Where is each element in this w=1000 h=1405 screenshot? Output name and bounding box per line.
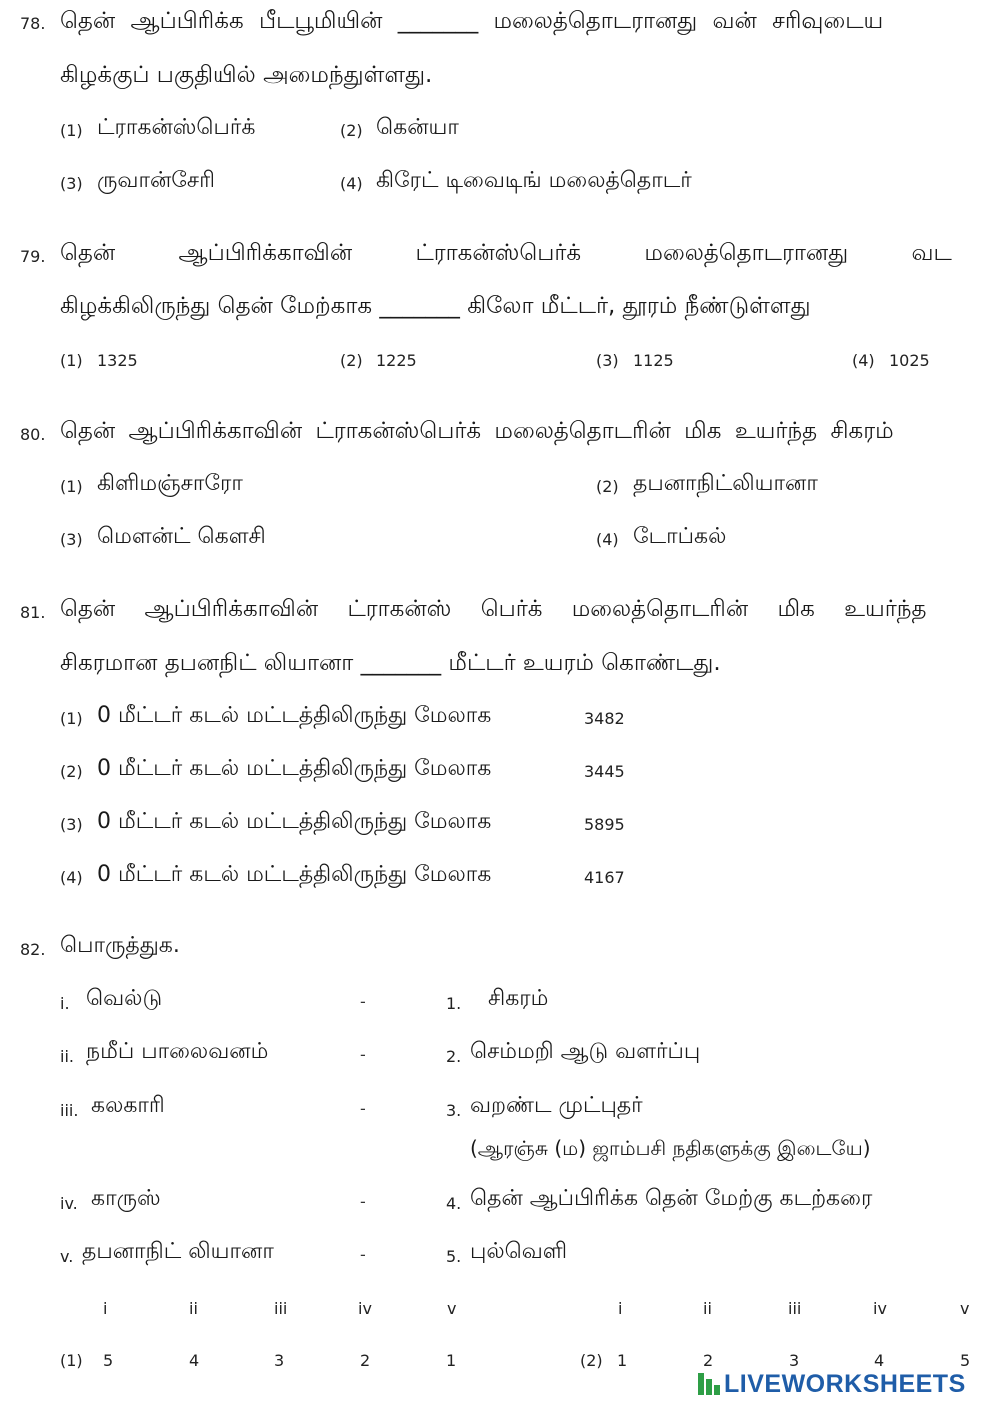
option-text: 1225 [376, 351, 417, 370]
question-text: தென் ஆப்பிரிக்காவின் ட்ராகன்ஸ் பெர்க் மலைத்தொடரின் மிக உயர்ந்த [60, 596, 927, 622]
match-right-number: 1. [446, 994, 462, 1013]
option-number: (2) [596, 477, 619, 496]
option-text: 1025 [889, 351, 930, 370]
option-text: கிரேட் டிவைடிங் மலைத்தொடர் [376, 168, 692, 193]
question-text: கிழக்குப் பகுதியில் அமைந்துள்ளது. [60, 62, 433, 88]
question-text: தென் ஆப்பிரிக்க பீடபூமியின் _______ மலைத்தொடரானது வன் சரிவுடைய [60, 8, 884, 34]
question-text: கிழக்கிலிருந்து தென் மேற்காக _______ கிலோ மீட்டர், தூரம் நீண்டுள்ளது [60, 293, 811, 319]
question-text: தென் ஆப்பிரிக்காவின் ட்ராகன்ஸ்பெர்க் மலைத்தொடரானது வட [60, 240, 952, 266]
liveworksheets-wordmark: LIVEWORKSHEETS [724, 1369, 966, 1398]
match-left-number: iv. [60, 1194, 78, 1213]
match-right-number: 2. [446, 1047, 462, 1066]
option-number: (3) [60, 815, 83, 834]
option-text: 0 மீட்டர் கடல் மட்டத்திலிருந்து மேலாக [97, 862, 492, 887]
answer-value: 5 [960, 1351, 971, 1370]
answer-value: 3 [789, 1351, 800, 1370]
match-right-number: 4. [446, 1194, 462, 1213]
match-left-text: கலகாரி [91, 1093, 165, 1118]
match-right-number: 5. [446, 1247, 462, 1266]
answer-value: 5 [103, 1351, 114, 1370]
match-left-number: i. [60, 994, 70, 1013]
option-text: மௌன்ட் கௌசி [97, 524, 266, 549]
match-left-number: v. [60, 1247, 74, 1266]
option-value: 3445 [584, 762, 625, 781]
answer-value: 4 [189, 1351, 200, 1370]
answer-option-number: (2) [580, 1351, 603, 1370]
answer-header: v [960, 1299, 970, 1318]
match-right-text: செம்மறி ஆடு வளர்ப்பு [470, 1039, 701, 1064]
option-number: (4) [596, 530, 619, 549]
option-value: 5895 [584, 815, 625, 834]
match-dash: - [360, 1045, 366, 1064]
question-text: சிகரமான தபனநிட் லியானா _______ மீட்டர் உயரம் கொண்டது. [60, 650, 721, 676]
answer-header: iv [873, 1299, 887, 1318]
answer-header: i [103, 1299, 108, 1318]
match-right-text: வறண்ட முட்புதர் [470, 1093, 643, 1118]
question-number: 80. [20, 425, 46, 444]
match-left-number: iii. [60, 1101, 79, 1120]
match-right-text: புல்வெளி [470, 1239, 568, 1264]
option-text: 1325 [97, 351, 138, 370]
answer-header: iii [788, 1299, 802, 1318]
option-text: தபனாநிட்லியானா [633, 471, 818, 496]
answer-value: 2 [360, 1351, 371, 1370]
answer-value: 3 [274, 1351, 285, 1370]
option-value: 4167 [584, 868, 625, 887]
option-text: ட்ராகன்ஸ்பெர்க் [97, 115, 256, 140]
option-number: (4) [60, 868, 83, 887]
option-text: டோப்கல் [633, 524, 727, 549]
option-number: (4) [852, 351, 875, 370]
liveworksheets-mark-icon [698, 1371, 720, 1397]
answer-header: iii [274, 1299, 288, 1318]
option-text: 0 மீட்டர் கடல் மட்டத்திலிருந்து மேலாக [97, 703, 492, 728]
match-right-text: தென் ஆப்பிரிக்க தென் மேற்கு கடற்கரை [470, 1186, 873, 1211]
option-number: (1) [60, 709, 83, 728]
liveworksheets-logo [698, 1369, 966, 1399]
option-number: (4) [340, 174, 363, 193]
question-number: 79. [20, 247, 46, 266]
question-number: 82. [20, 940, 46, 959]
answer-value: 4 [874, 1351, 885, 1370]
question-text: பொருத்துக. [60, 933, 180, 958]
option-number: (2) [60, 762, 83, 781]
match-right-subtext: (ஆரஞ்சு (ம) ஜாம்பசி நதிகளுக்கு இடையே) [470, 1136, 871, 1160]
answer-option-number: (1) [60, 1351, 83, 1370]
answer-value: 2 [703, 1351, 714, 1370]
option-number: (1) [60, 477, 83, 496]
option-text: ருவான்சேரி [97, 168, 215, 193]
match-left-text: தபனாநிட் லியானா [82, 1239, 274, 1264]
question-text: தென் ஆப்பிரிக்காவின் ட்ராகன்ஸ்பெர்க் மலைத்தொடரின் மிக உயர்ந்த சிகரம் [60, 418, 894, 444]
answer-header: ii [189, 1299, 198, 1318]
option-number: (1) [60, 121, 83, 140]
answer-value: 1 [617, 1351, 628, 1370]
option-number: (1) [60, 351, 83, 370]
match-dash: - [360, 992, 366, 1011]
question-number: 78. [20, 14, 46, 33]
match-left-text: நமீப் பாலைவனம் [86, 1039, 269, 1064]
option-number: (2) [340, 351, 363, 370]
answer-header: i [618, 1299, 623, 1318]
answer-header: ii [703, 1299, 712, 1318]
match-right-text: சிகரம் [488, 986, 549, 1011]
option-text: கிளிமஞ்சாரோ [97, 471, 243, 496]
option-text: 1125 [633, 351, 674, 370]
match-dash: - [360, 1099, 366, 1118]
match-left-text: வெல்டு [86, 986, 163, 1011]
answer-header: iv [358, 1299, 372, 1318]
match-right-number: 3. [446, 1101, 462, 1120]
option-number: (3) [60, 530, 83, 549]
answer-header: v [447, 1299, 457, 1318]
match-dash: - [360, 1245, 366, 1264]
option-number: (3) [60, 174, 83, 193]
answer-value: 1 [446, 1351, 457, 1370]
match-dash: - [360, 1192, 366, 1211]
match-left-number: ii. [60, 1047, 74, 1066]
match-left-text: காருஸ் [91, 1186, 161, 1211]
option-text: 0 மீட்டர் கடல் மட்டத்திலிருந்து மேலாக [97, 756, 492, 781]
option-text: கென்யா [376, 115, 459, 140]
option-number: (2) [340, 121, 363, 140]
question-number: 81. [20, 603, 46, 622]
option-text: 0 மீட்டர் கடல் மட்டத்திலிருந்து மேலாக [97, 809, 492, 834]
option-value: 3482 [584, 709, 625, 728]
option-number: (3) [596, 351, 619, 370]
